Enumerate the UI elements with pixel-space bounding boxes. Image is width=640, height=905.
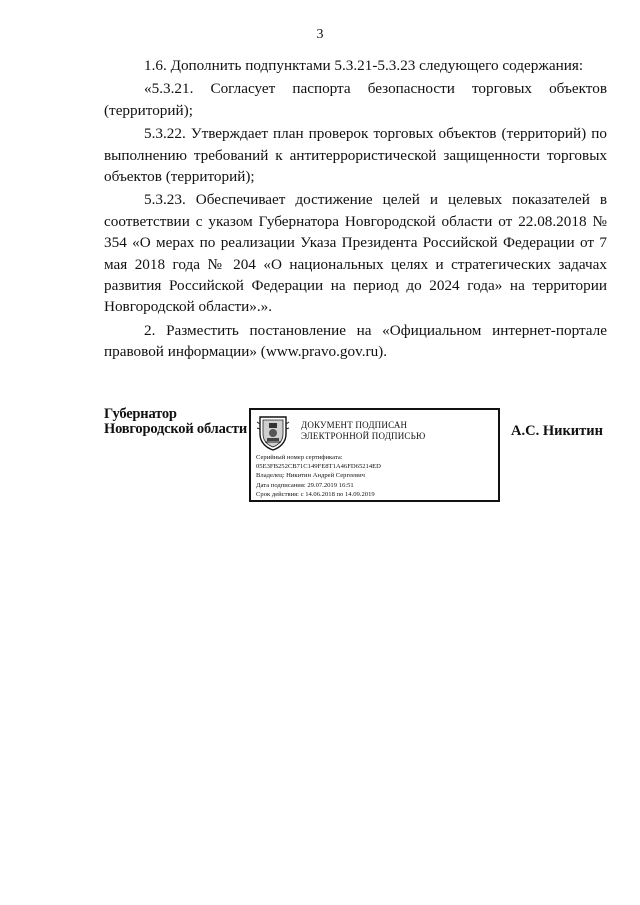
signatory-title-line2: Новгородской области xyxy=(104,421,247,437)
certificate-validity: Срок действия: с 14.06.2018 по 14.09.2019 xyxy=(256,490,375,498)
page-number: 3 xyxy=(316,27,324,42)
stamp-heading-line2: ЭЛЕКТРОННОЙ ПОДПИСЬЮ xyxy=(301,431,426,441)
certificate-serial-value: 05E3FB252CB71C149FE8T1A46FD65214ED xyxy=(256,463,381,471)
document-body xyxy=(104,55,607,363)
stamp-heading xyxy=(301,420,491,442)
certificate-owner: Владелец: Никитин Андрей Сергеевич xyxy=(256,472,365,480)
electronic-signature-stamp xyxy=(249,408,500,502)
coat-of-arms-icon xyxy=(256,414,290,452)
paragraph-1-6: 1.6. Дополнить подпунктами 5.3.21-5.3.23 следующего содержания: xyxy=(144,57,584,74)
stamp-heading-line1: ДОКУМЕНТ ПОДПИСАН xyxy=(301,420,408,430)
certificate-details xyxy=(256,453,381,499)
certificate-signed-date: Дата подписания: 29.07.2019 16:51 xyxy=(256,481,354,489)
paragraph-2: 2. Разместить постановление на «Официальном интернет-портале правовой информации» (www.pravo.gov.ru). xyxy=(104,321,607,361)
signatory-title-line1: Губернатор xyxy=(104,406,177,422)
paragraph-5-3-22: 5.3.22. Утверждает план проверок торговых объектов (территорий) по выполнению требований к антитеррористической защищенности торговых объектов (территорий); xyxy=(104,125,607,186)
signatory-title xyxy=(104,407,247,437)
paragraph-5-3-23: 5.3.23. Обеспечивает достижение целей и целевых показателей в соответствии с указом Губернатора Новгородской области от 22.08.2018 № 354 «О мерах по реализации Указа Президента Российской Федерации от 7 мая 2018 года № 204 «О национальных целях и стратегических задачах развития Российской Федерации на период до 2024 года» на территории Новгородской области».». xyxy=(104,191,607,316)
signatory-name: А.С. Никитин xyxy=(511,423,603,439)
certificate-serial-label: Серийный номер сертификата: xyxy=(256,454,343,461)
paragraph-5-3-21: «5.3.21. Согласует паспорта безопасности торговых объектов (территорий); xyxy=(104,80,607,119)
